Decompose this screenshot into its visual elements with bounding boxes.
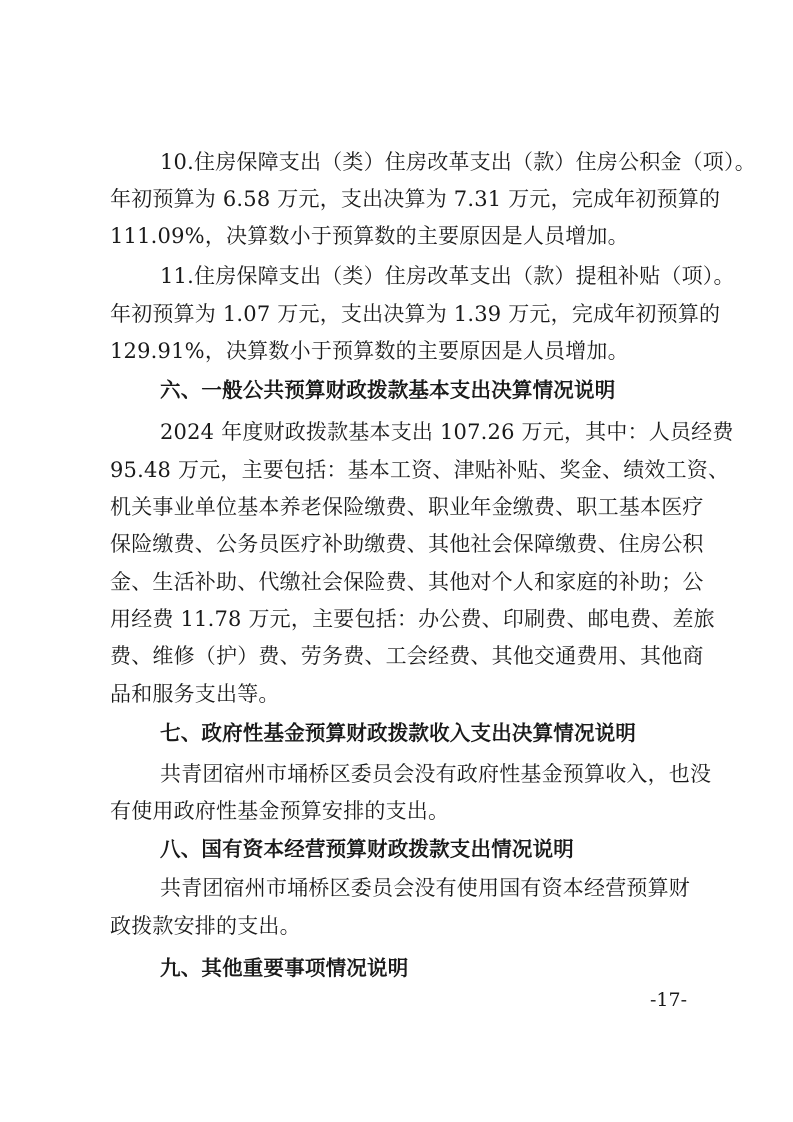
item-10-reason-text: 111.09%，决算数小于预算数的主要原因是人员增加。 <box>110 224 629 248</box>
section-7-heading: 七、政府性基金预算财政拨款收入支出决算情况说明 <box>160 721 637 745</box>
item-11-reason-text: 129.91%，决算数小于预算数的主要原因是人员增加。 <box>110 339 629 363</box>
section-7-paragraph-line-1: 共青团宿州市埇桥区委员会没有政府性基金预算收入，也没 <box>160 762 712 786</box>
section-7-paragraph-line-2: 有使用政府性基金预算安排的支出。 <box>110 799 450 823</box>
section-8-paragraph-line-1: 共青团宿州市埇桥区委员会没有使用国有资本经营预算财 <box>160 876 690 900</box>
section-9-heading: 九、其他重要事项情况说明 <box>160 956 409 980</box>
section-6-paragraph-line-2: 95.48 万元，主要包括：基本工资、津贴补贴、奖金、绩效工资、 <box>110 458 730 482</box>
item-10-title: 10.住房保障支出（类）住房改革支出（款）住房公积金（项）。 <box>160 150 756 174</box>
section-6-heading: 六、一般公共预算财政拨款基本支出决算情况说明 <box>160 378 616 402</box>
section-6-paragraph-line-3: 机关事业单位基本养老保险缴费、职业年金缴费、职工基本医疗 <box>110 495 704 519</box>
item-11-budget-text: 年初预算为 1.07 万元，支出决算为 1.39 万元，完成年初预算的 <box>110 302 721 326</box>
section-6-paragraph-line-6: 用经费 11.78 万元，主要包括：办公费、印刷费、邮电费、差旅 <box>110 607 715 631</box>
section-6-paragraph-line-4: 保险缴费、公务员医疗补助缴费、其他社会保障缴费、住房公积 <box>110 532 704 556</box>
section-6-paragraph-line-8: 品和服务支出等。 <box>110 682 280 706</box>
section-6-paragraph-line-5: 金、生活补助、代缴社会保险费、其他对个人和家庭的补助；公 <box>110 570 704 594</box>
section-6-paragraph-line-7: 费、维修（护）费、劳务费、工会经费、其他交通费用、其他商 <box>110 644 704 668</box>
section-6-paragraph-line-1: 2024 年度财政拨款基本支出 107.26 万元，其中：人员经费 <box>160 420 734 444</box>
section-8-heading: 八、国有资本经营预算财政拨款支出情况说明 <box>160 837 574 861</box>
item-10-budget-text: 年初预算为 6.58 万元，支出决算为 7.31 万元，完成年初预算的 <box>110 187 721 211</box>
section-8-paragraph-line-2: 政拨款安排的支出。 <box>110 914 301 938</box>
page-number: -17- <box>650 989 688 1011</box>
item-11-title: 11.住房保障支出（类）住房改革支出（款）提租补贴（项）。 <box>160 264 735 288</box>
